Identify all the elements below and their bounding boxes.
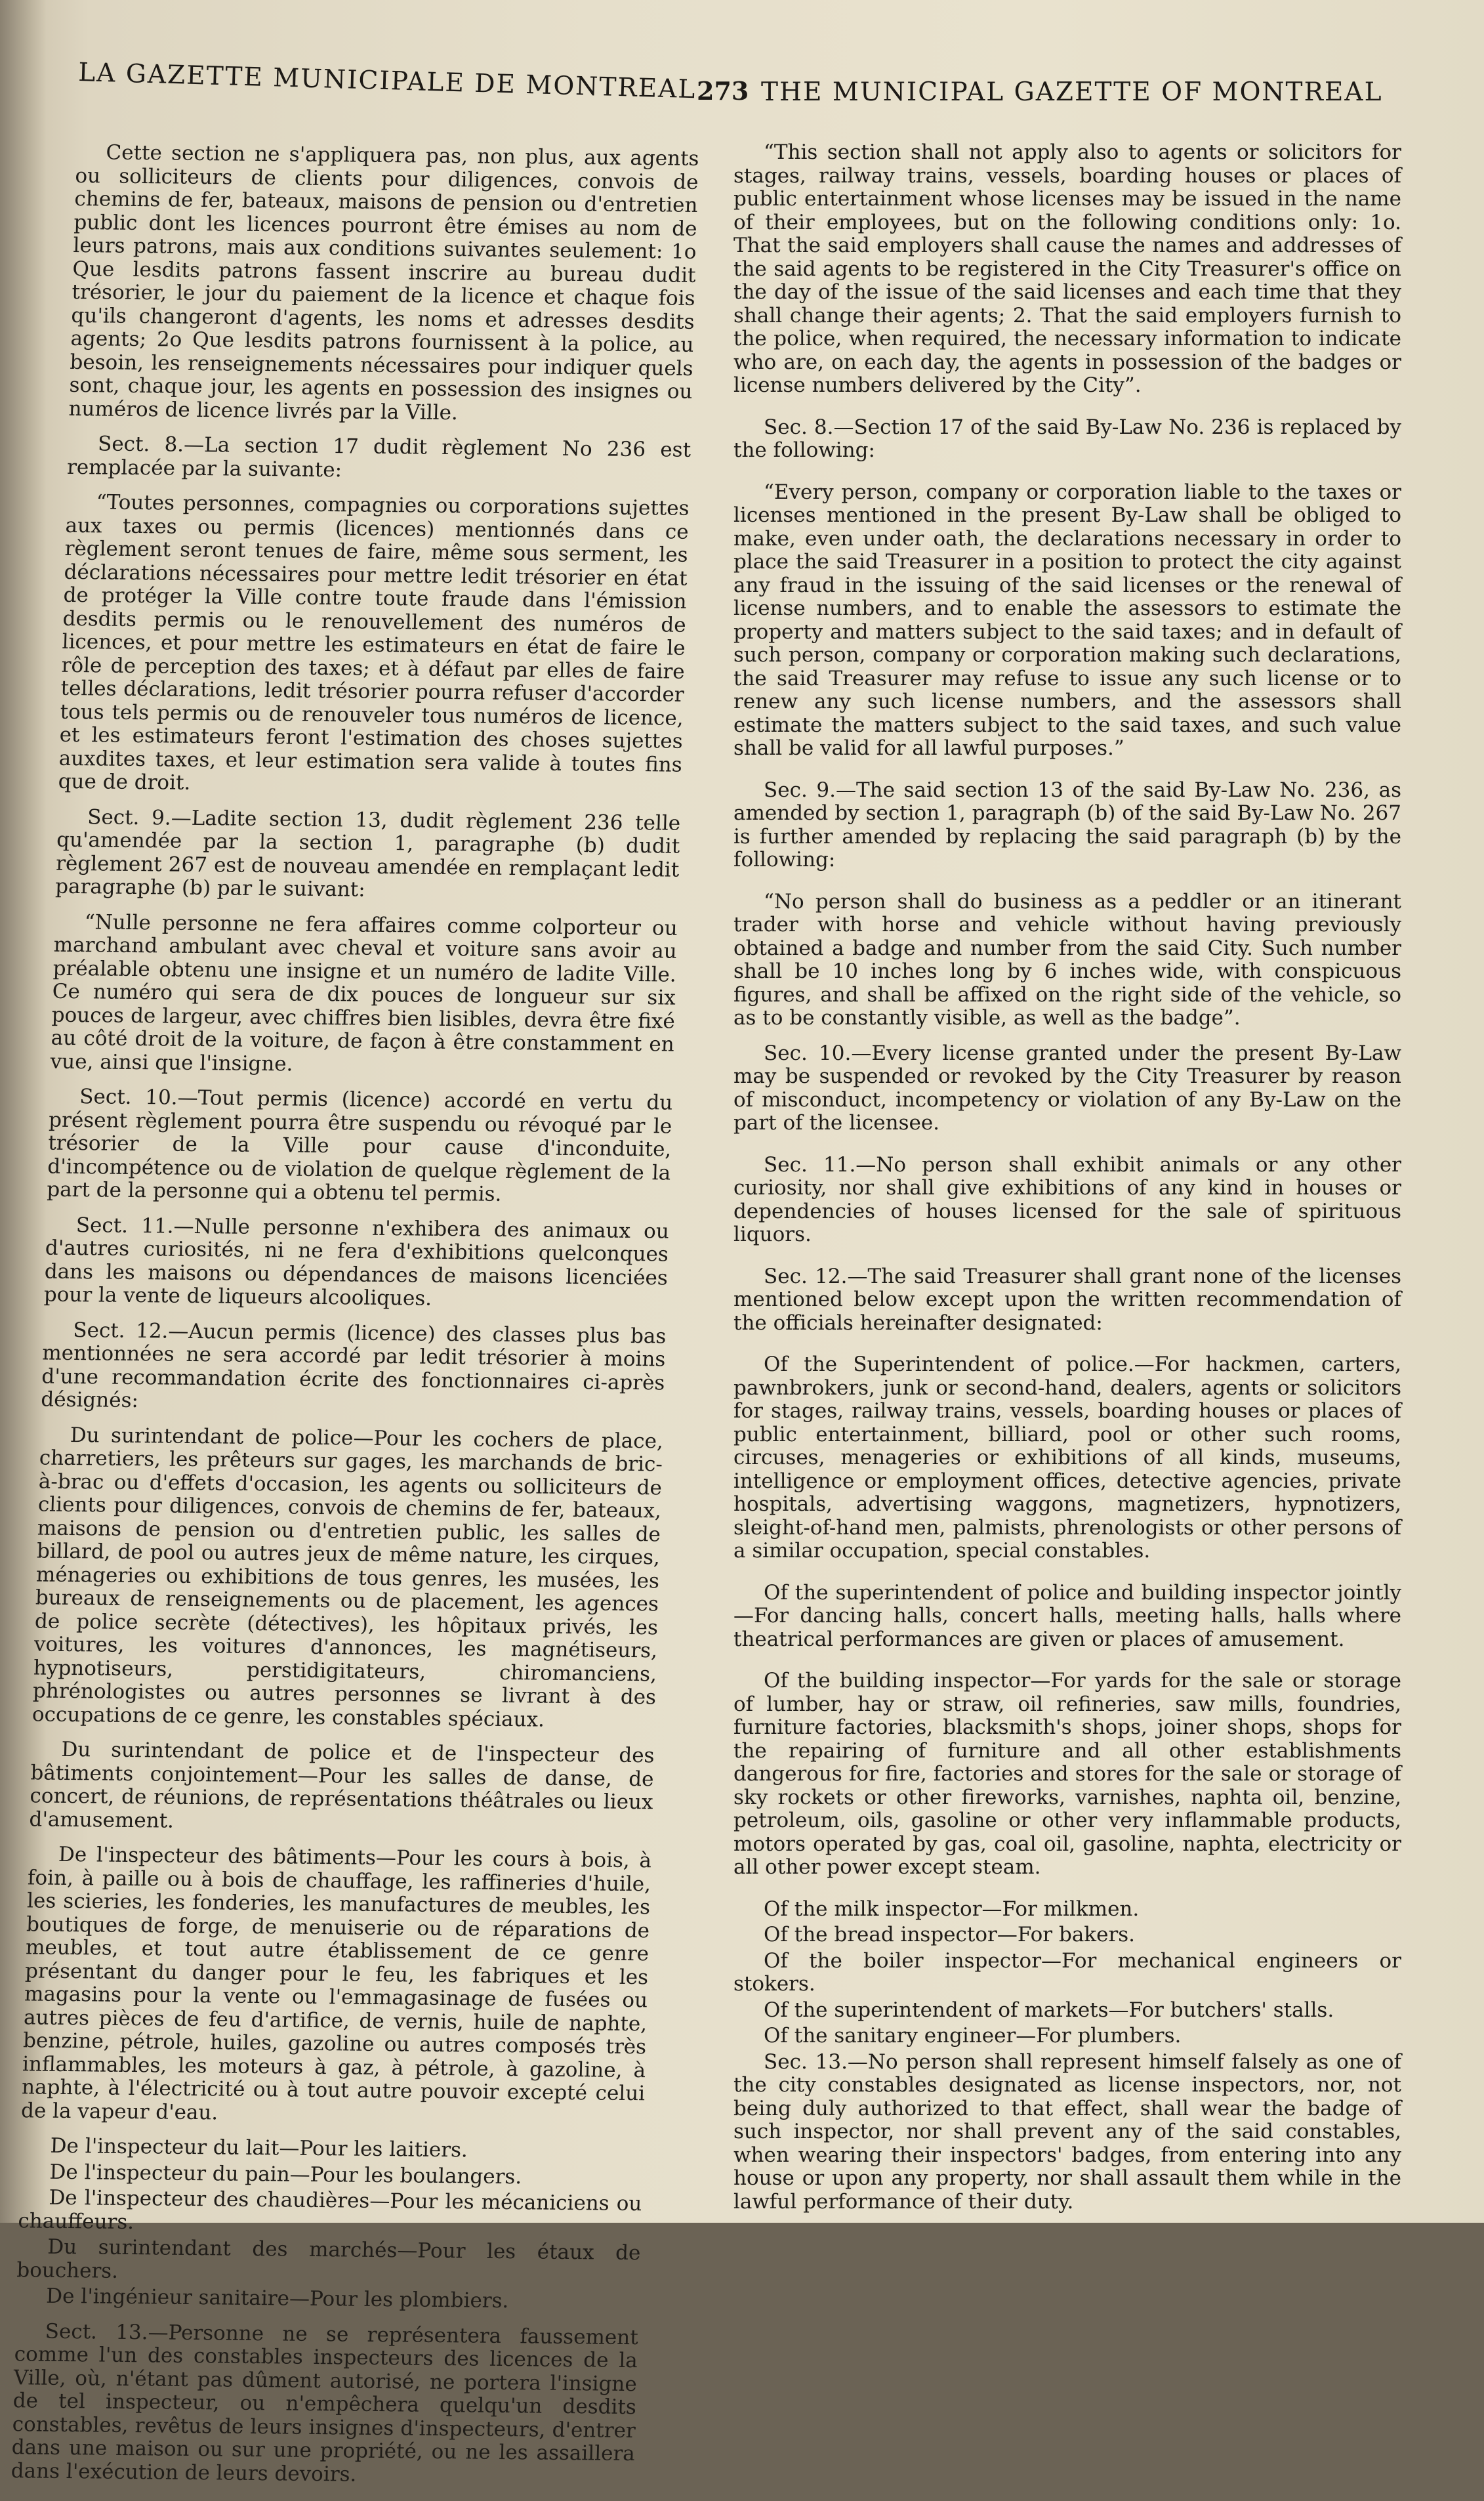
fr-paragraph: Du surintendant de police—Pour les cochers de place, charretiers, les prêteurs sur gages, les marchands de bric-à-brac ou d'effets d'occasion, les agents ou solliciteurs de clients pour diligences, convois de chemins de fer, bateaux, maisons de pension ou d'entretien public, les salles de billard, de pool ou autres jeux de même nature, les cirques, ménageries ou exhibitions de tous genres, les musées, les bureaux de renseignements ou de placement, les agences de police secrète (détectives), les hôpitaux privés, les voitures, les voitures d'annonces, les magnétiseurs, hypnotiseurs, perstidigitateurs, chiromanciens, phrénologistes ou autres personnes se livrant à des occupations de ce genre, les constables spéciaux.: [31, 1423, 664, 1732]
en-paragraph: Of the Superintendent of police.—For hackmen, carters, pawnbrokers, junk or second-hand, dealers, agents or solicitors for stages, railway trains, vessels, boarding houses or places of public entertainment, billiard, pool or other such rooms, circuses, menageries or exhibitions of all kinds, museums, intelligence or employment offices, detective agencies, private hospitals, advertising waggons, magnetizers, hypnotizers, sleight-of-hand men, palmists, phrenologists or other persons of a similar occupation, special constables.: [733, 1353, 1401, 1563]
fr-paragraph: “Nulle personne ne fera affaires comme colporteur ou marchand ambulant avec cheval et voiture sans avoir au préalable obtenu une insigne et un numéro de ladite Ville. Ce numéro qui sera de dix pouces de longueur sur six pouces de largeur, avec chiffres bien lisibles, devra être fixé au côté droit de la voiture, de façon à être constamment en vue, ainsi que l'insigne.: [50, 910, 678, 1076]
fr-paragraph: Cette section ne s'appliquera pas, non plus, aux agents ou solliciteurs de clients pour diligences, convois de chemins de fer, bateaux, maisons de pension ou d'entretien public dont les licences pourront être émises au nom de leurs patrons, mais aux conditions suivantes seulement: 1o Que lesdits patrons fassent inscrire au bureau dudit trésorier, le jour du paiement de la licence et chaque fois qu'ils changeront d'agents, les noms et adresses desdits agents; 2o Que lesdits patrons fournissent à la police, au besoin, les renseignements nécessaires pour indiquer quels sont, chaque jour, les agents en possession des insignes ou numéros de licence livrés par la Ville.: [68, 140, 699, 425]
fr-section-10: Sect. 10.—Tout permis (licence) accordé en vertu du présent règlement pourra être suspendu ou révoqué par le trésorier de la Ville pour cause d'inconduite, d'incompétence ou de violation de quelque règlement de la part de la personne qui a obtenu tel permis.: [46, 1085, 673, 1206]
en-paragraph: Of the building inspector—For yards for the sale or storage of lumber, hay or straw, oil refineries, saw mills, foundries, furniture factories, blacksmith's shops, joiner shops, shops for the repairing of furniture and all other establishments dangerous for fire, factories and stores for the sale or storage of sky rockets or other fireworks, varnishes, naphta oil, benzine, petroleum, oils, gasoline or other very inflammable products, motors operated by gas, coal oil, gasoline, naphta, electricity or all other power except steam.: [733, 1669, 1401, 1879]
en-section-11: Sec. 11.—No person shall exhibit animals or any other curiosity, nor shall give exhibitions of any kind in houses or dependencies of houses licensed for the sale of spirituous liquors.: [733, 1152, 1401, 1246]
en-list-item: Of the bread inspector—For bakers.: [764, 1923, 1136, 1946]
en-paragraph: “This section shall not apply also to agents or solicitors for stages, railway trains, vessels, boarding houses or places of public entertainment whose licenses may be issued in the name of their employees, but on the following conditions only: 1o. That the said employers shall cause the names and addresses of the said agents to be registered in the City Treasurer's office on the day of the issue of the said licenses and each time that they shall change their agents; 2. That the said employers furnish to the police, when required, the necessary information to indicate who are, on each day, the agents in possession of the badges or license numbers delivered by the City”.: [733, 140, 1401, 397]
en-paragraph: Of the superintendent of police and building inspector jointly—For dancing halls, concert halls, meeting halls, halls where theatrical performances are given or places of amusement.: [733, 1580, 1401, 1651]
en-section-12: Sec. 12.—The said Treasurer shall grant none of the licenses mentioned below except upon the written recommendation of the officials hereinafter designated:: [733, 1264, 1401, 1335]
fr-list-item: Du surintendant des marchés—Pour les étaux de bouchers.: [16, 2235, 641, 2283]
fr-paragraph: “Toutes personnes, compagnies ou corporations sujettes aux taxes ou permis (licences) mentionnés dans ce règlement seront tenues de faire, même sous serment, les déclarations nécessaires pour mettre ledit trésorier en état de protéger la Ville contre toute fraude dans l'émission desdits permis ou le renouvellement des numéros de licences, et pour mettre les estimateurs en état de faire le rôle de perception des taxes; et à défaut par elles de faire telles déclarations, ledit trésorier pourra refuser d'accorder tous tels permis ou de renouveler tous numéros de licence, et les estimateurs feront l'estimation des choses sujettes auxdites taxes, et leur estimation sera valide à toutes fins que de droit.: [58, 490, 690, 795]
en-section-9: Sec. 9.—The said section 13 of the said By-Law No. 236, as amended by section 1, paragraph (b) of the said By-Law No. 267 is further amended by replacing the said paragraph (b) by the following:: [733, 778, 1401, 872]
fr-paragraph: Du surintendant de police et de l'inspecteur des bâtiments conjointement—Pour les salles de danse, de concert, de réunions, de représentations théâtrales ou lieux d'amusement.: [29, 1737, 655, 1833]
fr-list-item: De l'ingénieur sanitaire—Pour les plombiers.: [45, 2284, 509, 2313]
en-list-item: Of the boiler inspector—For mechanical engineers or stokers.: [733, 1948, 1401, 1996]
en-section-10: Sec. 10.—Every license granted under the present By-Law may be suspended or revoked by the City Treasurer by reason of misconduct, incompetency or violation of any By-Law on the part of the licensee.: [733, 1041, 1401, 1135]
french-title: LA GAZETTE MUNICIPALE DE MONTREAL: [77, 58, 697, 105]
english-column: [733, 141, 1401, 2225]
fr-section-12: Sect. 12.—Aucun permis (licence) des classes plus bas mentionnées ne sera accordé par ledit trésorier à moins d'une recommandation écrite des fonctionnaires ci-après désignés:: [40, 1318, 667, 1413]
page-number: 273: [697, 76, 749, 106]
en-section-13: Sec. 13.—No person shall represent himself falsely as one of the city constables designated as license inspectors, nor, not being duly authorized to that effect, shall wear the badge of such inspector, nor shall prevent any of the said constables, when wearing their inspectors' badges, from entering into any house or upon any property, nor shall assault them while in the lawful performance of their duty.: [733, 2049, 1401, 2214]
fr-list-item: De l'inspecteur des chaudières—Pour les mécaniciens ou chauffeurs.: [17, 2185, 642, 2234]
en-paragraph: “Every person, company or corporation liable to the taxes or licenses mentioned in the present By-Law shall be obliged to make, even under oath, the declarations necessary in order to place the said Treasurer in a position to protect the city against any fraud in the issuing of the said licenses or the renewal of license numbers, and to enable the assessors to estimate the property and matters subject to the said taxes; and in default of such person, company or corporation making such declarations, the said Treasurer may refuse to issue any such license or to renew any such license numbers, and the assessors shall estimate the matters subject to the said taxes, and such value shall be valid for all lawful purposes.”: [733, 480, 1401, 760]
fr-section-13: Sect. 13.—Personne ne se représentera faussement comme l'un des constables inspecteurs des licences de la Ville, où, n'étant pas dûment autorisé, ne portera l'insigne de tel inspecteur, ou n'empêchera quelqu'un desdits constables, revêtus de leurs insignes d'inspecteurs, d'entrer dans une maison ou sur une propriété, ou ne les assaillera dans l'exécution de leurs devoirs.: [10, 2319, 639, 2487]
fr-paragraph: De l'inspecteur des bâtiments—Pour les cours à bois, à foin, à paille ou à bois de chauffage, les raffineries d'huile, les scieries, les fonderies, les manufactures de meubles, les boutiques de forge, de menuiserie ou de réparations de meubles, et tout autre établissement de ce genre présentant du danger pour le feu, les fabriques et les magasins pour la vente ou l'emmagasinage de fusées ou autres pièces de feu d'artifice, de vernis, huile de naphte, benzine, pétrole, huiles, gazoline ou autres composés très inflammables, les moteurs à gaz, à pétrole, à gazoline, à naphte, à l'électricité ou à tout autre pouvoir excepté celui de la vapeur d'eau.: [20, 1842, 652, 2124]
fr-list-item: De l'inspecteur du pain—Pour les boulangers.: [49, 2160, 522, 2189]
fr-section-9: Sect. 9.—Ladite section 13, dudit règlement 236 telle qu'amendée par la section 1, paragraphe (b) dudit règlement 267 est de nouveau amendée en remplaçant ledit paragraphe (b) par le suivant:: [54, 805, 681, 902]
english-title: THE MUNICIPAL GAZETTE OF MONTREAL: [761, 77, 1383, 107]
en-section-8: Sec. 8.—Section 17 of the said By-Law No. 236 is replaced by the following:: [733, 415, 1401, 462]
french-column: [10, 141, 699, 2501]
en-list-item: Of the superintendent of markets—For butchers' stalls.: [764, 1998, 1334, 2022]
fr-list-item: De l'inspecteur du lait—Pour les laitiers.: [50, 2133, 468, 2162]
en-paragraph: “No person shall do business as a peddler or an itinerant trader with horse and vehicle without having previously obtained a badge and number from the said City. Such number shall be 10 inches long by 6 inches wide, with conspicuous figures, and shall be affixed on the right side of the vehicle, so as to be constantly visible, as well as the badge”.: [733, 889, 1401, 1030]
fr-section-8: Sect. 8.—La section 17 dudit règlement No 236 est remplacée par la suivante:: [66, 432, 691, 482]
page-header: [79, 58, 1397, 117]
fr-section-11: Sect. 11.—Nulle personne n'exhibera des animaux ou d'autres curiosités, ni ne fera d'exhibitions quelconques dans les maisons ou dépendances de maisons licenciées pour la vente de liqueurs alcooliques.: [43, 1213, 670, 1311]
en-list-item: Of the sanitary engineer—For plumbers.: [764, 2024, 1182, 2048]
en-list-item: Of the milk inspector—For milkmen.: [764, 1897, 1140, 1921]
